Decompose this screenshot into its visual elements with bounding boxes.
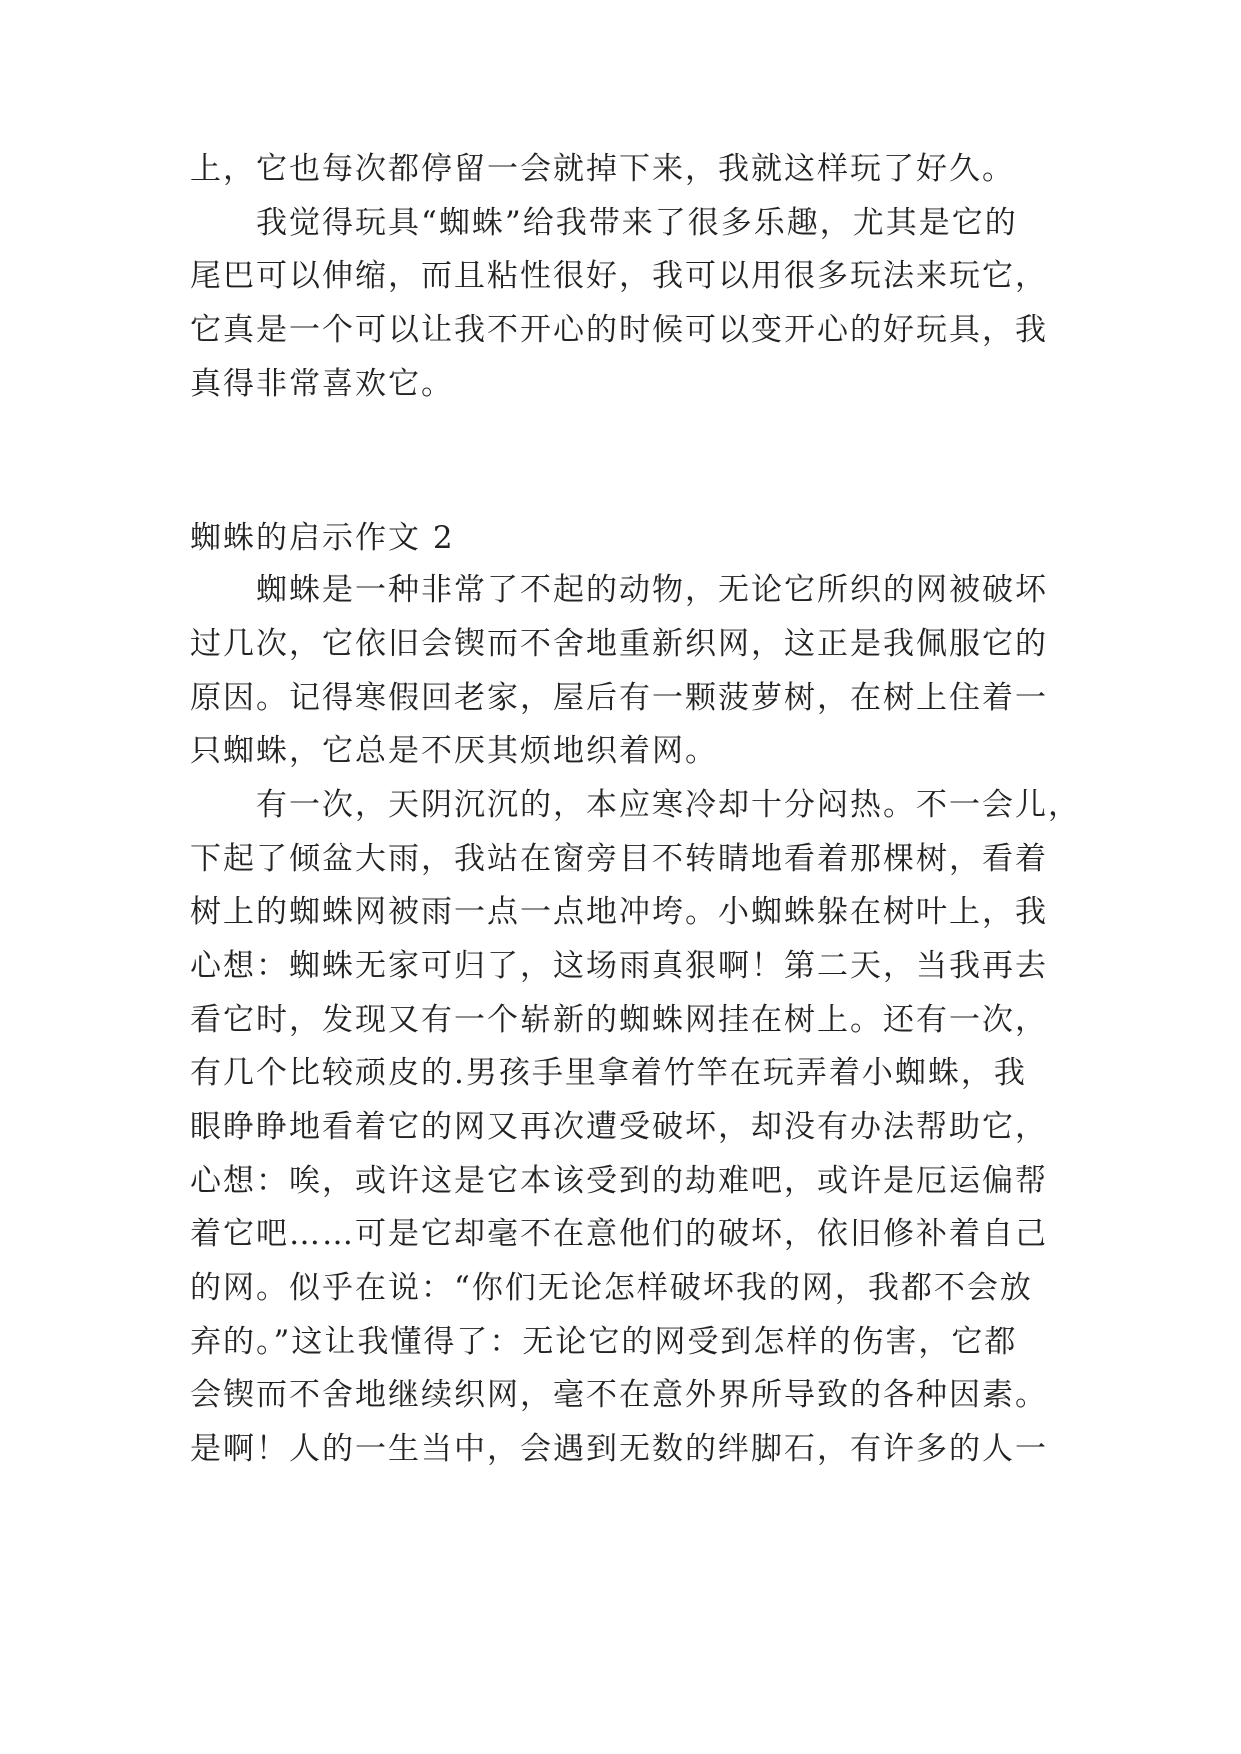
text-line: 心想：唉，或许这是它本该受到的劫难吧，或许是厄运偏帮 bbox=[190, 1163, 1048, 1199]
text-line: 尾巴可以伸缩，而且粘性很好，我可以用很多玩法来玩它， bbox=[190, 258, 1048, 294]
text-line: 会锲而不舍地继续织网，毫不在意外界所导致的各种因素。 bbox=[190, 1377, 1048, 1413]
text-line: 着它吧……可是它却毫不在意他们的破坏，依旧修补着自己 bbox=[190, 1216, 1048, 1252]
text-line: 真得非常喜欢它。 bbox=[190, 366, 454, 402]
text-line: 它真是一个可以让我不开心的时候可以变开心的好玩具，我 bbox=[190, 312, 1048, 348]
text-line: 只蜘蛛，它总是不厌其烦地织着网。 bbox=[190, 733, 718, 769]
text-line: 我觉得玩具“蜘蛛”给我带来了很多乐趣，尤其是它的 bbox=[256, 205, 1018, 241]
text-line: 看它时，发现又有一个崭新的蜘蛛网挂在树上。还有一次， bbox=[190, 1002, 1048, 1038]
text-line: 有几个比较顽皮的.男孩手里拿着竹竿在玩弄着小蜘蛛，我 bbox=[190, 1055, 1027, 1091]
text-line: 的网。似乎在说：“你们无论怎样破坏我的网，我都不会放 bbox=[190, 1270, 1033, 1306]
text-line: 有一次，天阴沉沉的，本应寒冷却十分闷热。不一会儿， bbox=[256, 787, 1081, 823]
text-line: 过几次，它依旧会锲而不舍地重新织网，这正是我佩服它的 bbox=[190, 626, 1048, 662]
text-line: 上，它也每次都停留一会就掉下来，我就这样玩了好久。 bbox=[190, 151, 1015, 187]
text-line: 蜘蛛是一种非常了不起的动物，无论它所织的网被破坏 bbox=[256, 572, 1048, 608]
text-line: 是啊！人的一生当中，会遇到无数的绊脚石，有许多的人一 bbox=[190, 1431, 1048, 1467]
text-line: 树上的蜘蛛网被雨一点一点地冲垮。小蜘蛛躲在树叶上，我 bbox=[190, 894, 1048, 930]
text-line: 下起了倾盆大雨，我站在窗旁目不转睛地看着那棵树，看着 bbox=[190, 841, 1048, 877]
text-line: 心想：蜘蛛无家可归了，这场雨真狠啊！第二天，当我再去 bbox=[190, 948, 1048, 984]
section-heading: 蜘蛛的启示作文 2 bbox=[190, 520, 455, 556]
text-line: 弃的。”这让我懂得了：无论它的网受到怎样的伤害，它都 bbox=[190, 1324, 1018, 1360]
text-line: 原因。记得寒假回老家，屋后有一颗菠萝树，在树上住着一 bbox=[190, 680, 1048, 716]
text-line: 眼睁睁地看着它的网又再次遭受破坏，却没有办法帮助它， bbox=[190, 1109, 1048, 1145]
